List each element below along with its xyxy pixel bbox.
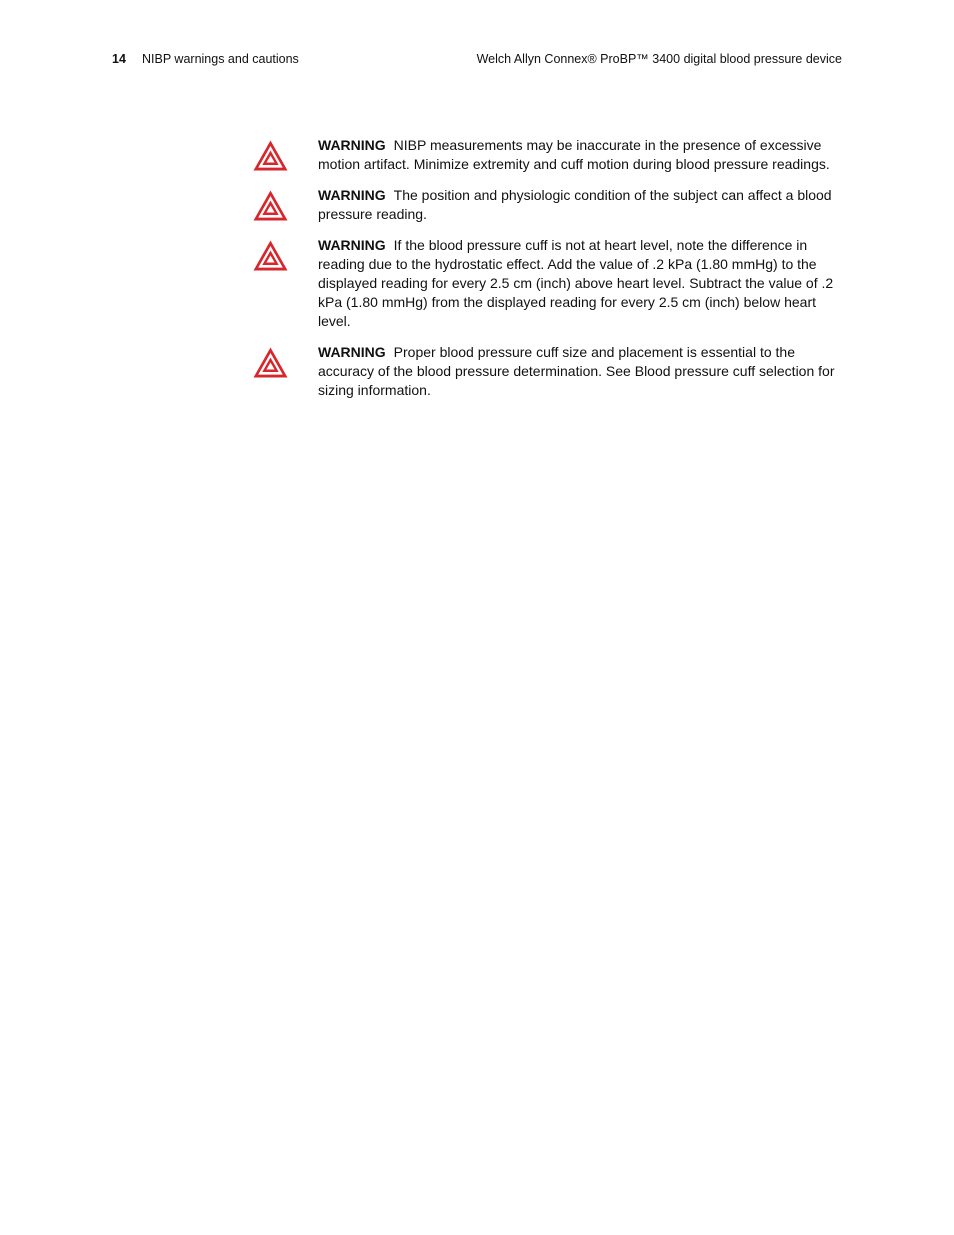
- warning-label: WARNING: [318, 137, 386, 153]
- warning-item: [252, 186, 842, 224]
- warning-text: If the blood pressure cuff is not at heart level, note the difference in reading due to the hydrostatic effect. Add the value of .2 kPa (1.80 mmHg) to the displayed reading for every 2.5 cm (inch) above heart level. Subtract the value of .2 kPa (1.80 mmHg) from the displayed reading for every 2.5 cm (inch) below heart level.: [318, 237, 834, 329]
- warning-item: [252, 236, 842, 331]
- page-header: [112, 50, 842, 68]
- warning-label: WARNING: [318, 187, 386, 203]
- warning-label: WARNING: [318, 237, 386, 253]
- warning-item: [252, 136, 842, 174]
- warning-triangle-icon: [252, 139, 289, 172]
- warning-triangle-icon: [252, 239, 289, 272]
- warning-text: The position and physiologic condition of the subject can affect a blood pressure reading.: [318, 187, 832, 222]
- page-number: 14: [112, 52, 126, 66]
- warnings-list: [252, 136, 842, 412]
- warning-text: Proper blood pressure cuff size and placement is essential to the accuracy of the blood pressure determination. See Blood pressure cuff selection for sizing information.: [318, 344, 835, 398]
- section-title: NIBP warnings and cautions: [142, 52, 299, 66]
- warning-triangle-icon: [252, 189, 289, 222]
- warning-triangle-icon: [252, 346, 289, 379]
- warning-text: NIBP measurements may be inaccurate in the presence of excessive motion artifact. Minimize extremity and cuff motion during blood pressure readings.: [318, 137, 830, 172]
- warning-item: [252, 343, 842, 400]
- warning-label: WARNING: [318, 344, 386, 360]
- document-title: Welch Allyn Connex® ProBP™ 3400 digital blood pressure device: [476, 52, 842, 66]
